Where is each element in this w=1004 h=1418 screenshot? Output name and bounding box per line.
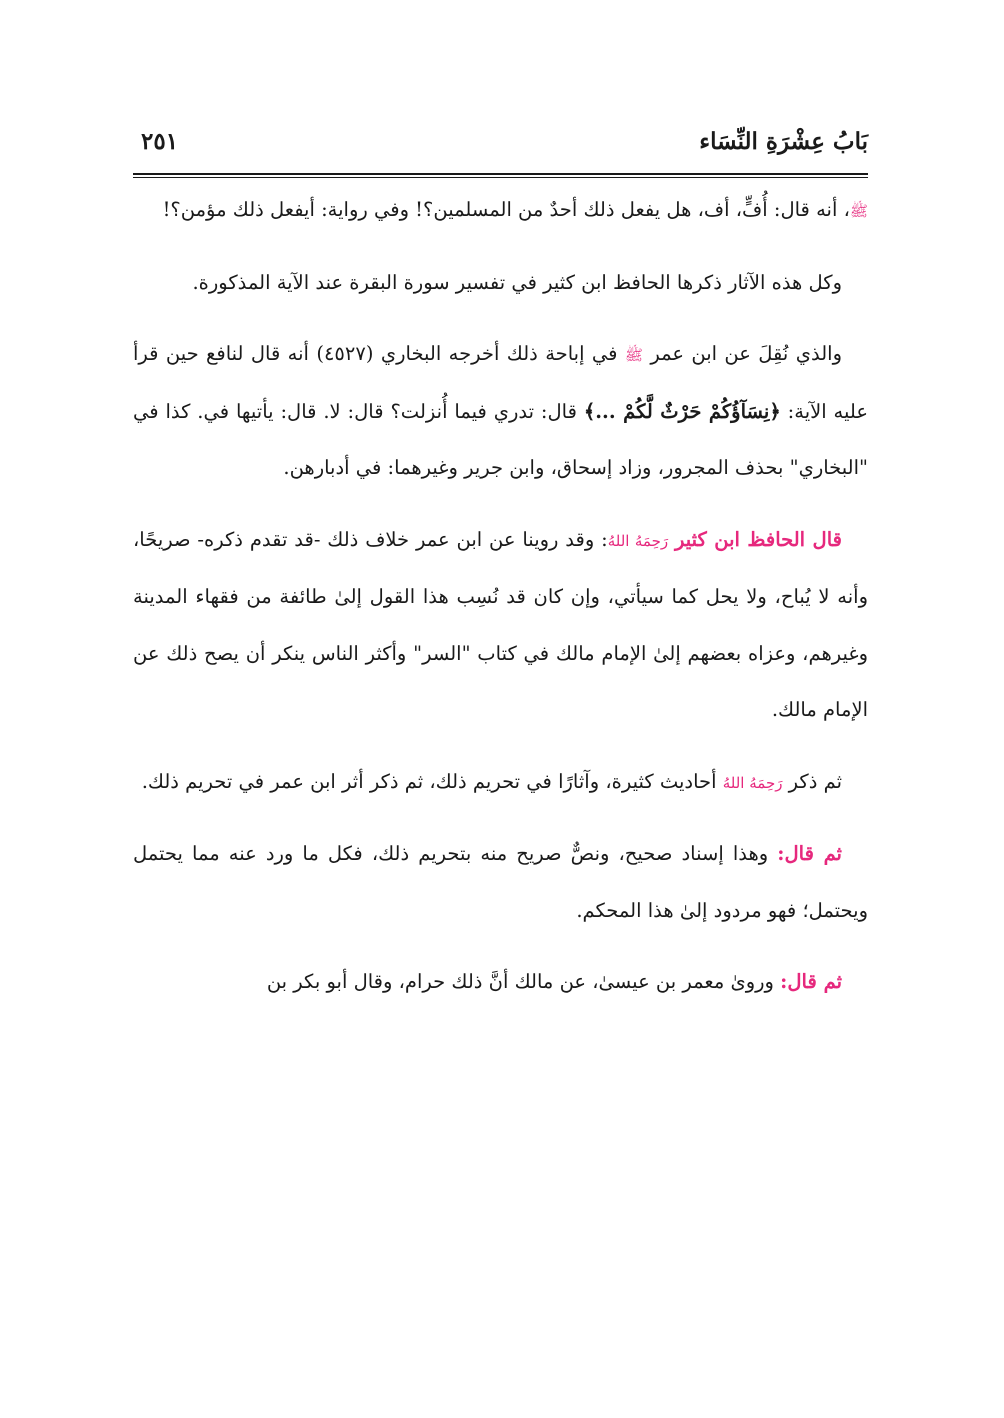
honorific-glyph: ﷺ — [624, 346, 643, 364]
paragraph-3-text-c: قال: تدري فيما أُنزلت؟ قال: لا. قال: يأتيها في. كذا في "البخاري" بحذف المجرور، وزاد إسحاق، وابن جرير وغيرهما: في أدبارهن. — [133, 399, 868, 479]
speaker-label: ثم قال: — [777, 842, 842, 865]
paragraph-5 — [133, 754, 868, 812]
paragraph-2-text: وكل هذه الآثار ذكرها الحافظ ابن كثير في تفسير سورة البقرة عند الآية المذكورة. — [192, 270, 842, 294]
paragraph-2 — [133, 255, 868, 312]
speaker-label: قال الحافظ ابن كثير — [674, 527, 842, 551]
paragraph-3-text-a: والذي نُقِلَ عن ابن عمر — [642, 342, 842, 365]
speaker-label: ثم قال: — [780, 970, 842, 993]
header-divider — [133, 173, 868, 178]
paragraph-1 — [133, 182, 868, 240]
page-header — [133, 128, 868, 172]
honorific-phrase: رَحِمَهُ اللهُ — [722, 773, 783, 792]
paragraph-5-text-b: أحاديث كثيرة، وآثارًا في تحريم ذلك، ثم ذكر أثر ابن عمر في تحريم ذلك. — [141, 769, 723, 793]
paragraph-3-text-b: في إباحة ذلك أخرجه البخاري (٤٥٢٧) أنه قال لنافع حين قرأ عليه الآية: — [133, 342, 868, 423]
paragraph-7 — [133, 954, 868, 1011]
paragraph-7-text: ورویٰ معمر بن عيسىٰ، عن مالك أنَّ ذلك حرام، وقال أبو بكر بن — [266, 970, 781, 993]
main-text — [133, 182, 868, 1026]
paragraph-4 — [133, 512, 868, 739]
chapter-title: بَابُ عِشْرَةِ النِّسَاء — [699, 128, 868, 155]
paragraph-6-text: وهذا إسناد صحيح، ونصٌّ صريح منه بتحريم ذلك، فكل ما ورد عنه مما يحتمل ويحتمل؛ فهو مردود إلىٰ هذا المحكم. — [133, 842, 868, 922]
page-number: ٢٥١ — [141, 128, 179, 155]
honorific-glyph: ﷺ — [849, 202, 868, 220]
paragraph-5-text-a: ثم ذكر — [782, 769, 842, 793]
paragraph-1-text: ، أنه قال: أُفٍّ، أف، هل يفعل ذلك أحدٌ من المسلمين؟! وفي رواية: أيفعل ذلك مؤمن؟! — [162, 198, 850, 221]
paragraph-4-text: : وقد روينا عن ابن عمر خلاف ذلك -قد تقدم ذكره- صريحًا، وأنه لا يُباح، ولا يحل كما سيأتي، وإن كان قد نُسِب هذا القول إلىٰ طائفة من فقهاء المدينة وغيرهم، وعزاه بعضهم إلىٰ الإمام مالك في كتاب "السر" وأكثر الناس ينكر أن يصح ذلك عن الإمام مالك. — [133, 527, 868, 721]
paragraph-3 — [133, 326, 868, 497]
honorific-phrase: رَحِمَهُ اللهُ — [607, 531, 669, 550]
paragraph-6 — [133, 826, 868, 939]
quran-verse: ﴿نِسَآؤُكُمْ حَرْثٌ لَّكُمْ ...﴾ — [583, 399, 781, 423]
